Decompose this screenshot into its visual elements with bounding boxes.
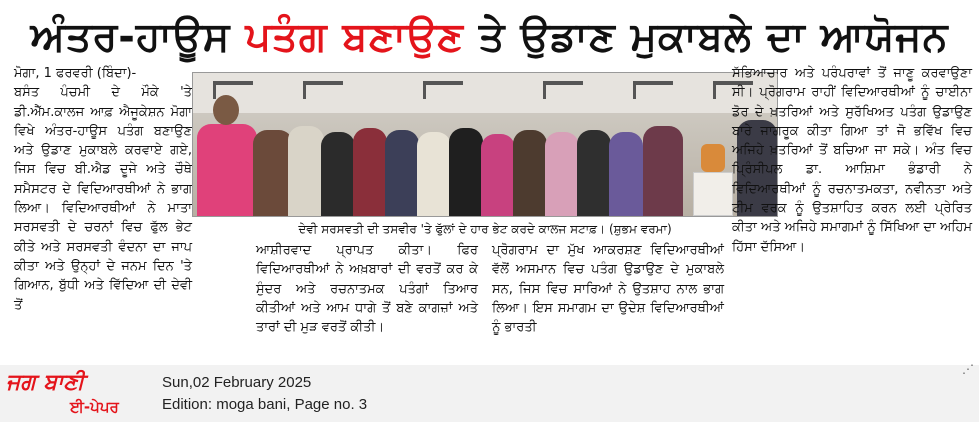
article-column-1 — [14, 64, 192, 357]
photo-table — [693, 172, 733, 216]
headline-part-3: ਤੇ ਉਡਾਣ ਮੁਕਾਬਲੇ ਦਾ ਆਯੋਜਨ — [463, 14, 949, 60]
headline-part-1: ਅੰਤਰ-ਹਾਊਸ — [30, 14, 246, 60]
headline — [0, 6, 979, 68]
photo-person — [513, 130, 547, 216]
article-dateline: ਮੋਗਾ, 1 ਫਰਵਰੀ (ਬਿੰਦਾ)- — [14, 66, 137, 81]
photo-wall-pattern — [633, 81, 673, 99]
photo-person — [197, 124, 257, 216]
photo-person — [417, 132, 451, 216]
photo-wall — [193, 73, 777, 113]
photo-saraswati-picture — [701, 144, 725, 172]
article-column-3 — [492, 241, 724, 357]
photo-person — [253, 130, 293, 216]
photo-person — [643, 126, 683, 216]
photo-person — [353, 128, 387, 216]
photo-person — [288, 126, 324, 216]
article-column-4 — [732, 64, 972, 357]
edition-info: Edition: moga bani, Page no. 3 — [162, 396, 368, 413]
photo-wall-pattern — [543, 81, 583, 99]
article-text-col4: ਸੱਭਿਆਚਾਰ ਅਤੇ ਪਰੰਪਰਾਵਾਂ ਤੋਂ ਜਾਣੂ ਕਰਵਾਉਣਾ ਸੀ। ਪ੍ਰੋਗਰਾਮ ਰਾਹੀਂ ਵਿਦਿਆਰਥੀਆਂ ਨੂੰ ਚਾਈਨਾ ਡੋਰ ਦੇ ਖ਼ਤਰਿਆਂ ਅਤੇ ਸੁਰੱਖਿਅਤ ਪਤੰਗ ਉਡਾਉਣ ਬਾਰੇ ਜਾਗਰੂਕ ਕੀਤਾ ਗਿਆ ਤਾਂ ਜੋ ਭਵਿੱਖ ਵਿਚ ਅਜਿਹੇ ਖ਼ਤਰਿਆਂ ਤੋਂ ਬਚਿਆ ਜਾ ਸਕੇ। ਅੰਤ ਵਿਚ ਪ੍ਰਿੰਸੀਪਲ ਡਾ. ਆਸ਼ਿਮਾ ਭੰਡਾਰੀ ਨੇ ਵਿਦਿਆਰਥੀਆਂ ਨੂੰ ਰਚਨਾਤਮਕਤਾ, ਨਵੀਨਤਾ ਅਤੇ ਟੀਮ ਵਰਕ ਨੂੰ ਉਤਸ਼ਾਹਿਤ ਕਰਨ ਲਈ ਪ੍ਰੇਰਿਤ ਕੀਤਾ ਅਤੇ ਅਜਿਹੇ ਸਮਾਗਮਾਂ ਨੂੰ ਸਿੱਖਿਆ ਦਾ ਅਹਿਮ ਹਿੱਸਾ ਦੱਸਿਆ। — [732, 66, 972, 255]
photo-person — [577, 130, 611, 216]
photo-person — [609, 132, 643, 216]
headline-part-2: ਪਤੰਗ ਬਣਾਉਣ — [245, 14, 464, 60]
photo-person — [385, 130, 419, 216]
logo-sub-text: ਈ-ਪੇਪਰ — [70, 398, 119, 416]
photo-person — [545, 132, 579, 216]
photo-person — [321, 132, 355, 216]
logo-main-text: ਜਗ ਬਾਣੀ — [6, 370, 85, 395]
photo-wall-pattern — [423, 81, 463, 99]
photo-person — [449, 128, 483, 216]
news-photo — [192, 72, 778, 217]
resize-corner-icon[interactable]: ⋰ — [962, 362, 974, 376]
edition-date: Sun,02 February 2025 — [162, 374, 312, 391]
photo-wall-pattern — [303, 81, 343, 99]
photo-person-head — [213, 95, 239, 125]
photo-person — [481, 134, 515, 216]
article-text-col3: ਪ੍ਰੋਗਰਾਮ ਦਾ ਮੁੱਖ ਆਕਰਸ਼ਣ ਵਿਦਿਆਰਥੀਆਂ ਵੱਲੋਂ ਅਸਮਾਨ ਵਿਚ ਪਤੰਗ ਉਡਾਉਣ ਦੇ ਮੁਕਾਬਲੇ ਸਨ, ਜਿਸ ਵਿਚ ਸਾਰਿਆਂ ਨੇ ਉਤਸ਼ਾਹ ਨਾਲ ਭਾਗ ਲਿਆ। ਇਸ ਸਮਾਗਮ ਦਾ ਉਦੇਸ਼ ਵਿਦਿਆਰਥੀਆਂ ਨੂੰ ਭਾਰਤੀ — [492, 243, 724, 336]
article-column-2 — [256, 241, 478, 357]
article-text-col2: ਆਸ਼ੀਰਵਾਦ ਪ੍ਰਾਪਤ ਕੀਤਾ। ਫਿਰ ਵਿਦਿਆਰਥੀਆਂ ਨੇ ਅਖ਼ਬਾਰਾਂ ਦੀ ਵਰਤੋਂ ਕਰ ਕੇ ਸੁੰਦਰ ਅਤੇ ਰਚਨਾਤਮਕ ਪਤੰਗਾਂ ਤਿਆਰ ਕੀਤੀਆਂ ਅਤੇ ਆਮ ਧਾਗੇ ਤੋਂ ਬਣੇ ਕਾਗਜ਼ਾਂ ਅਤੇ ਤਾਰਾਂ ਦੀ ਮੁੜ ਵਰਤੋਂ ਕੀਤੀ। — [256, 243, 478, 336]
jagbani-logo[interactable] — [6, 369, 150, 419]
article-text-col1: ਬਸੰਤ ਪੰਚਮੀ ਦੇ ਮੌਕੇ 'ਤੇ ਡੀ.ਐੱਮ.ਕਾਲਜ ਆਫ਼ ਐਜੂਕੇਸ਼ਨ ਮੋਗਾ ਵਿਖੇ ਅੰਤਰ-ਹਾਊਸ ਪਤੰਗ ਬਣਾਉਣ ਅਤੇ ਉਡਾਣ ਮੁਕਾਬਲੇ ਕਰਵਾਏ ਗਏ, ਜਿਸ ਵਿਚ ਬੀ.ਐਡ ਦੂਜੇ ਅਤੇ ਚੌਥੇ ਸਮੈਸਟਰ ਦੇ ਵਿਦਿਆਰਥੀਆਂ ਨੇ ਭਾਗ ਲਿਆ। ਵਿਦਿਆਰਥੀਆਂ ਨੇ ਮਾਤਾ ਸਰਸਵਤੀ ਦੇ ਚਰਨਾਂ ਵਿਚ ਫੁੱਲ ਭੇਟ ਕੀਤੇ ਅਤੇ ਸਰਸਵਤੀ ਵੰਦਨਾ ਦਾ ਜਾਪ ਕੀਤਾ ਅਤੇ ਉਨ੍ਹਾਂ ਦੇ ਜਨਮ ਦਿਨ 'ਤੇ ਗਿਆਨ, ਬੁੱਧੀ ਅਤੇ ਵਿੱਦਿਆ ਦੀ ਦੇਵੀ ਤੋਂ — [14, 85, 192, 313]
photo-caption: ਦੇਵੀ ਸਰਸਵਤੀ ਦੀ ਤਸਵੀਰ 'ਤੇ ਫੁੱਲਾਂ ਦੇ ਹਾਰ ਭੇਟ ਕਰਦੇ ਕਾਲਜ ਸਟਾਫ਼। (ਸ਼ੁਭਮ ਵਰਮਾ) — [298, 222, 672, 236]
